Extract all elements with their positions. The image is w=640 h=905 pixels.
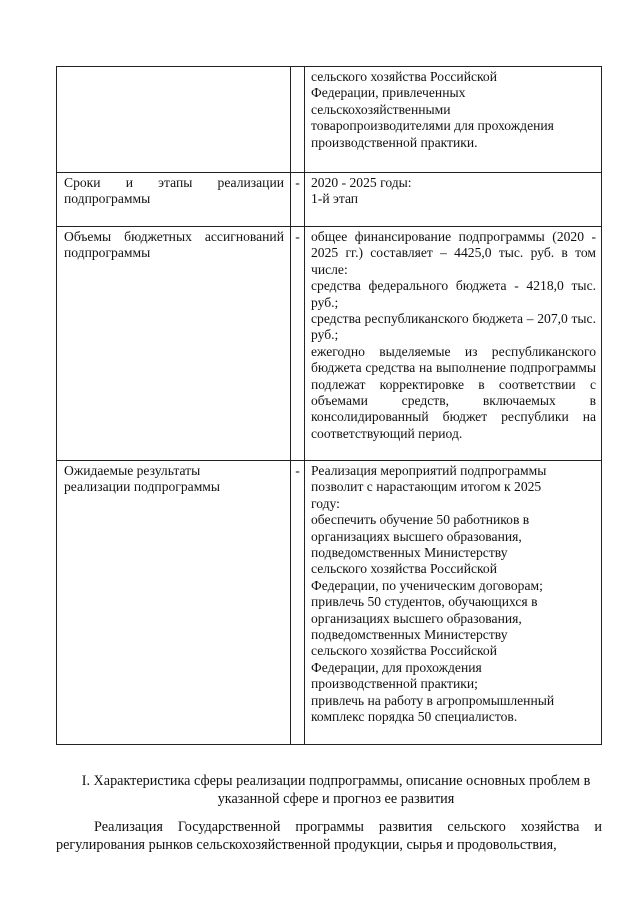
value-line: сельского хозяйства Российской [311,643,498,659]
value-line: позволит с нарастающим итогом к 2025 [311,479,542,495]
value-line: комплекс порядка 50 специалистов. [311,709,518,725]
value-line: 1-й этап [311,191,359,207]
value-paragraph: средства федерального бюджета - 4218,0 тыс. руб.; [311,278,596,310]
value-paragraph: общее финансирование подпрограммы (2020 - 2025 гг.) составляет – 4425,0 тыс. руб. в том числе: [311,229,596,277]
value-line: подведомственных Министерству [311,545,508,561]
heading-line: указанной сфере и прогноз ее развития [217,791,455,807]
table-row [57,173,602,227]
row-value-terms [305,173,602,227]
value-line: Федерации, привлеченных [311,85,466,101]
row-dash: - [291,461,305,745]
row-label-results [57,461,291,745]
value-line: сельскохозяйственными [311,101,451,117]
value-line: привлечь 50 студентов, обучающихся в [311,594,538,610]
row-dash: - [291,173,305,227]
value-line: организациях высшего образования, [311,610,522,626]
value-line: Реализация мероприятий подпрограммы [311,463,547,478]
row-dash: - [291,227,305,461]
value-line: товаропроизводителями для прохождения [311,118,554,134]
row-label-budget: Объемы бюджетных ассигнований подпрограммы [57,227,291,461]
value-line: подведомственных Министерству [311,627,508,643]
body-paragraph: Реализация Государственной программы развития сельского хозяйства и регулирования рынков сельскохозяйственной продукции, сырья и продовольствия, [56,819,602,853]
value-line: 2020 - 2025 годы: [311,175,412,190]
value-line: Федерации, по ученическим договорам; [311,577,543,593]
label-line: реализации подпрограммы [64,479,221,495]
value-paragraph: ежегодно выделяемые из республиканского бюджета средства на выполнение подпрограммы подлежат корректировке в соответствии с объемами средств, включаемых в консолидированный бюджет республики на соответствующий период. [311,343,596,441]
value-line: привлечь на работу в агропромышленный [311,692,555,708]
row-value-results [305,461,602,745]
table-row [57,461,602,745]
value-paragraph: средства республиканского бюджета – 207,0 тыс. руб.; [311,311,596,343]
value-line: сельского хозяйства Российской [311,561,498,577]
row-label [57,67,291,173]
table-row [57,227,602,461]
subprogram-passport-table [56,66,602,745]
row-value-budget [305,227,602,461]
section-heading [56,772,616,808]
value-line: сельского хозяйства Российской [311,69,498,84]
heading-line: I. Характеристика сферы реализации подпрограммы, описание основных проблем в [81,773,591,789]
value-line: организациях высшего образования, [311,528,522,544]
table-row [57,67,602,173]
value-line: производственной практики; [311,676,478,692]
value-line: году: [311,495,340,511]
row-value-practice-continuation [305,67,602,173]
label-line: Ожидаемые результаты [64,463,201,478]
value-line: производственной практики. [311,134,478,150]
row-label-terms: Сроки и этапы реализации подпрограммы [57,173,291,227]
value-line: Федерации, для прохождения [311,659,482,675]
value-line: обеспечить обучение 50 работников в [311,512,530,528]
row-dash [291,67,305,173]
